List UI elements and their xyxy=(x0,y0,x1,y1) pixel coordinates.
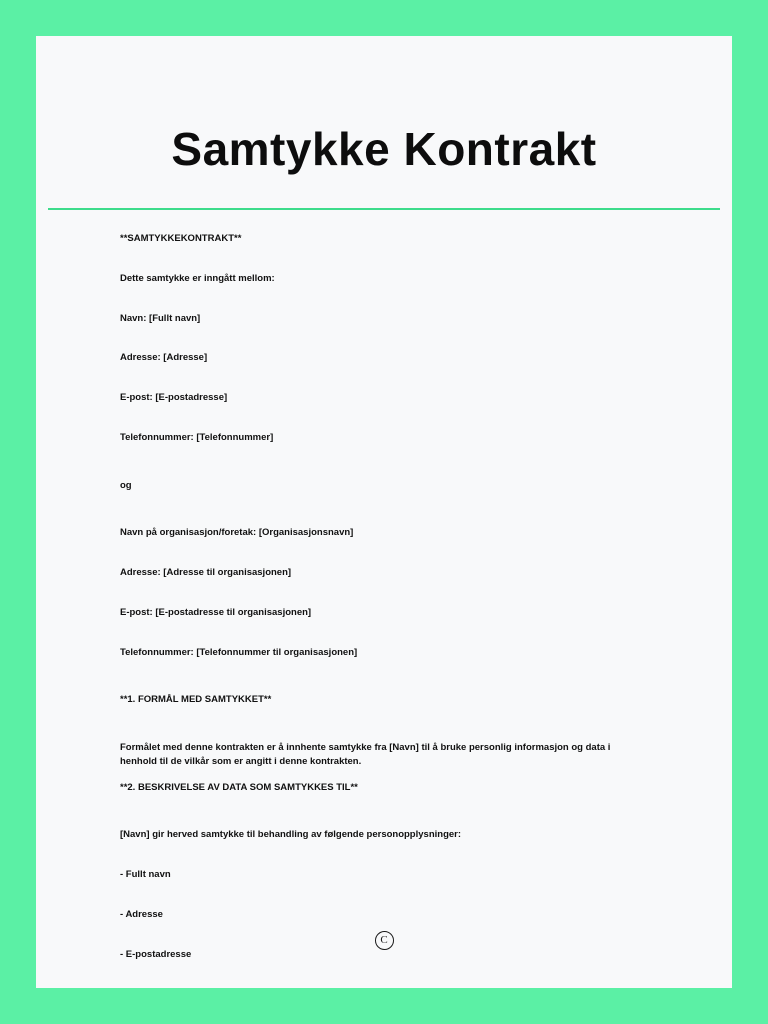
copyright-icon: C xyxy=(375,931,394,950)
paragraph-org-address: Adresse: [Adresse til organisasjonen] xyxy=(120,567,292,579)
section-heading-data: **2. BESKRIVELSE AV DATA SOM SAMTYKKES TIL** xyxy=(120,781,358,793)
paragraph-org-name: Navn på organisasjon/foretak: [Organisasjonsnavn] xyxy=(120,527,354,539)
paragraph-address: Adresse: [Adresse] xyxy=(120,352,208,364)
paragraph-intro: Dette samtykke er inngått mellom: xyxy=(120,272,275,284)
paragraph-name: Navn: [Fullt navn] xyxy=(120,312,201,324)
page-title: Samtykke Kontrakt xyxy=(171,123,597,175)
paragraph-purpose-text: Formålet med denne kontrakten er å innhente samtykke fra [Navn] til å bruke personlig informasjon og data i henhold til de vilkår som er angitt i denne kontrakten. xyxy=(120,742,611,767)
paragraph-email: E-post: [E-postadresse] xyxy=(120,392,228,404)
section-heading-purpose: **1. FORMÅL MED SAMTYKKET** xyxy=(120,694,272,706)
paragraph-org-phone: Telefonnummer: [Telefonnummer til organisasjonen] xyxy=(120,646,358,658)
paragraph-phone: Telefonnummer: [Telefonnummer] xyxy=(120,431,274,443)
list-item-email: - E-postadresse xyxy=(120,948,192,960)
paragraph-consent-text: [Navn] gir herved samtykke til behandling av følgende personopplysninger: xyxy=(120,829,462,841)
paragraph-heading-contract: **SAMTYKKEKONTRAKT** xyxy=(120,233,242,244)
list-item-address: - Adresse xyxy=(120,909,163,921)
paragraph-and: og xyxy=(120,479,132,491)
paragraph-org-email: E-post: [E-postadresse til organisasjonen] xyxy=(120,606,312,618)
document-body xyxy=(36,210,732,962)
page-footer xyxy=(36,930,732,950)
list-item-fullname: - Fullt navn xyxy=(120,869,171,881)
document-page xyxy=(36,36,732,988)
